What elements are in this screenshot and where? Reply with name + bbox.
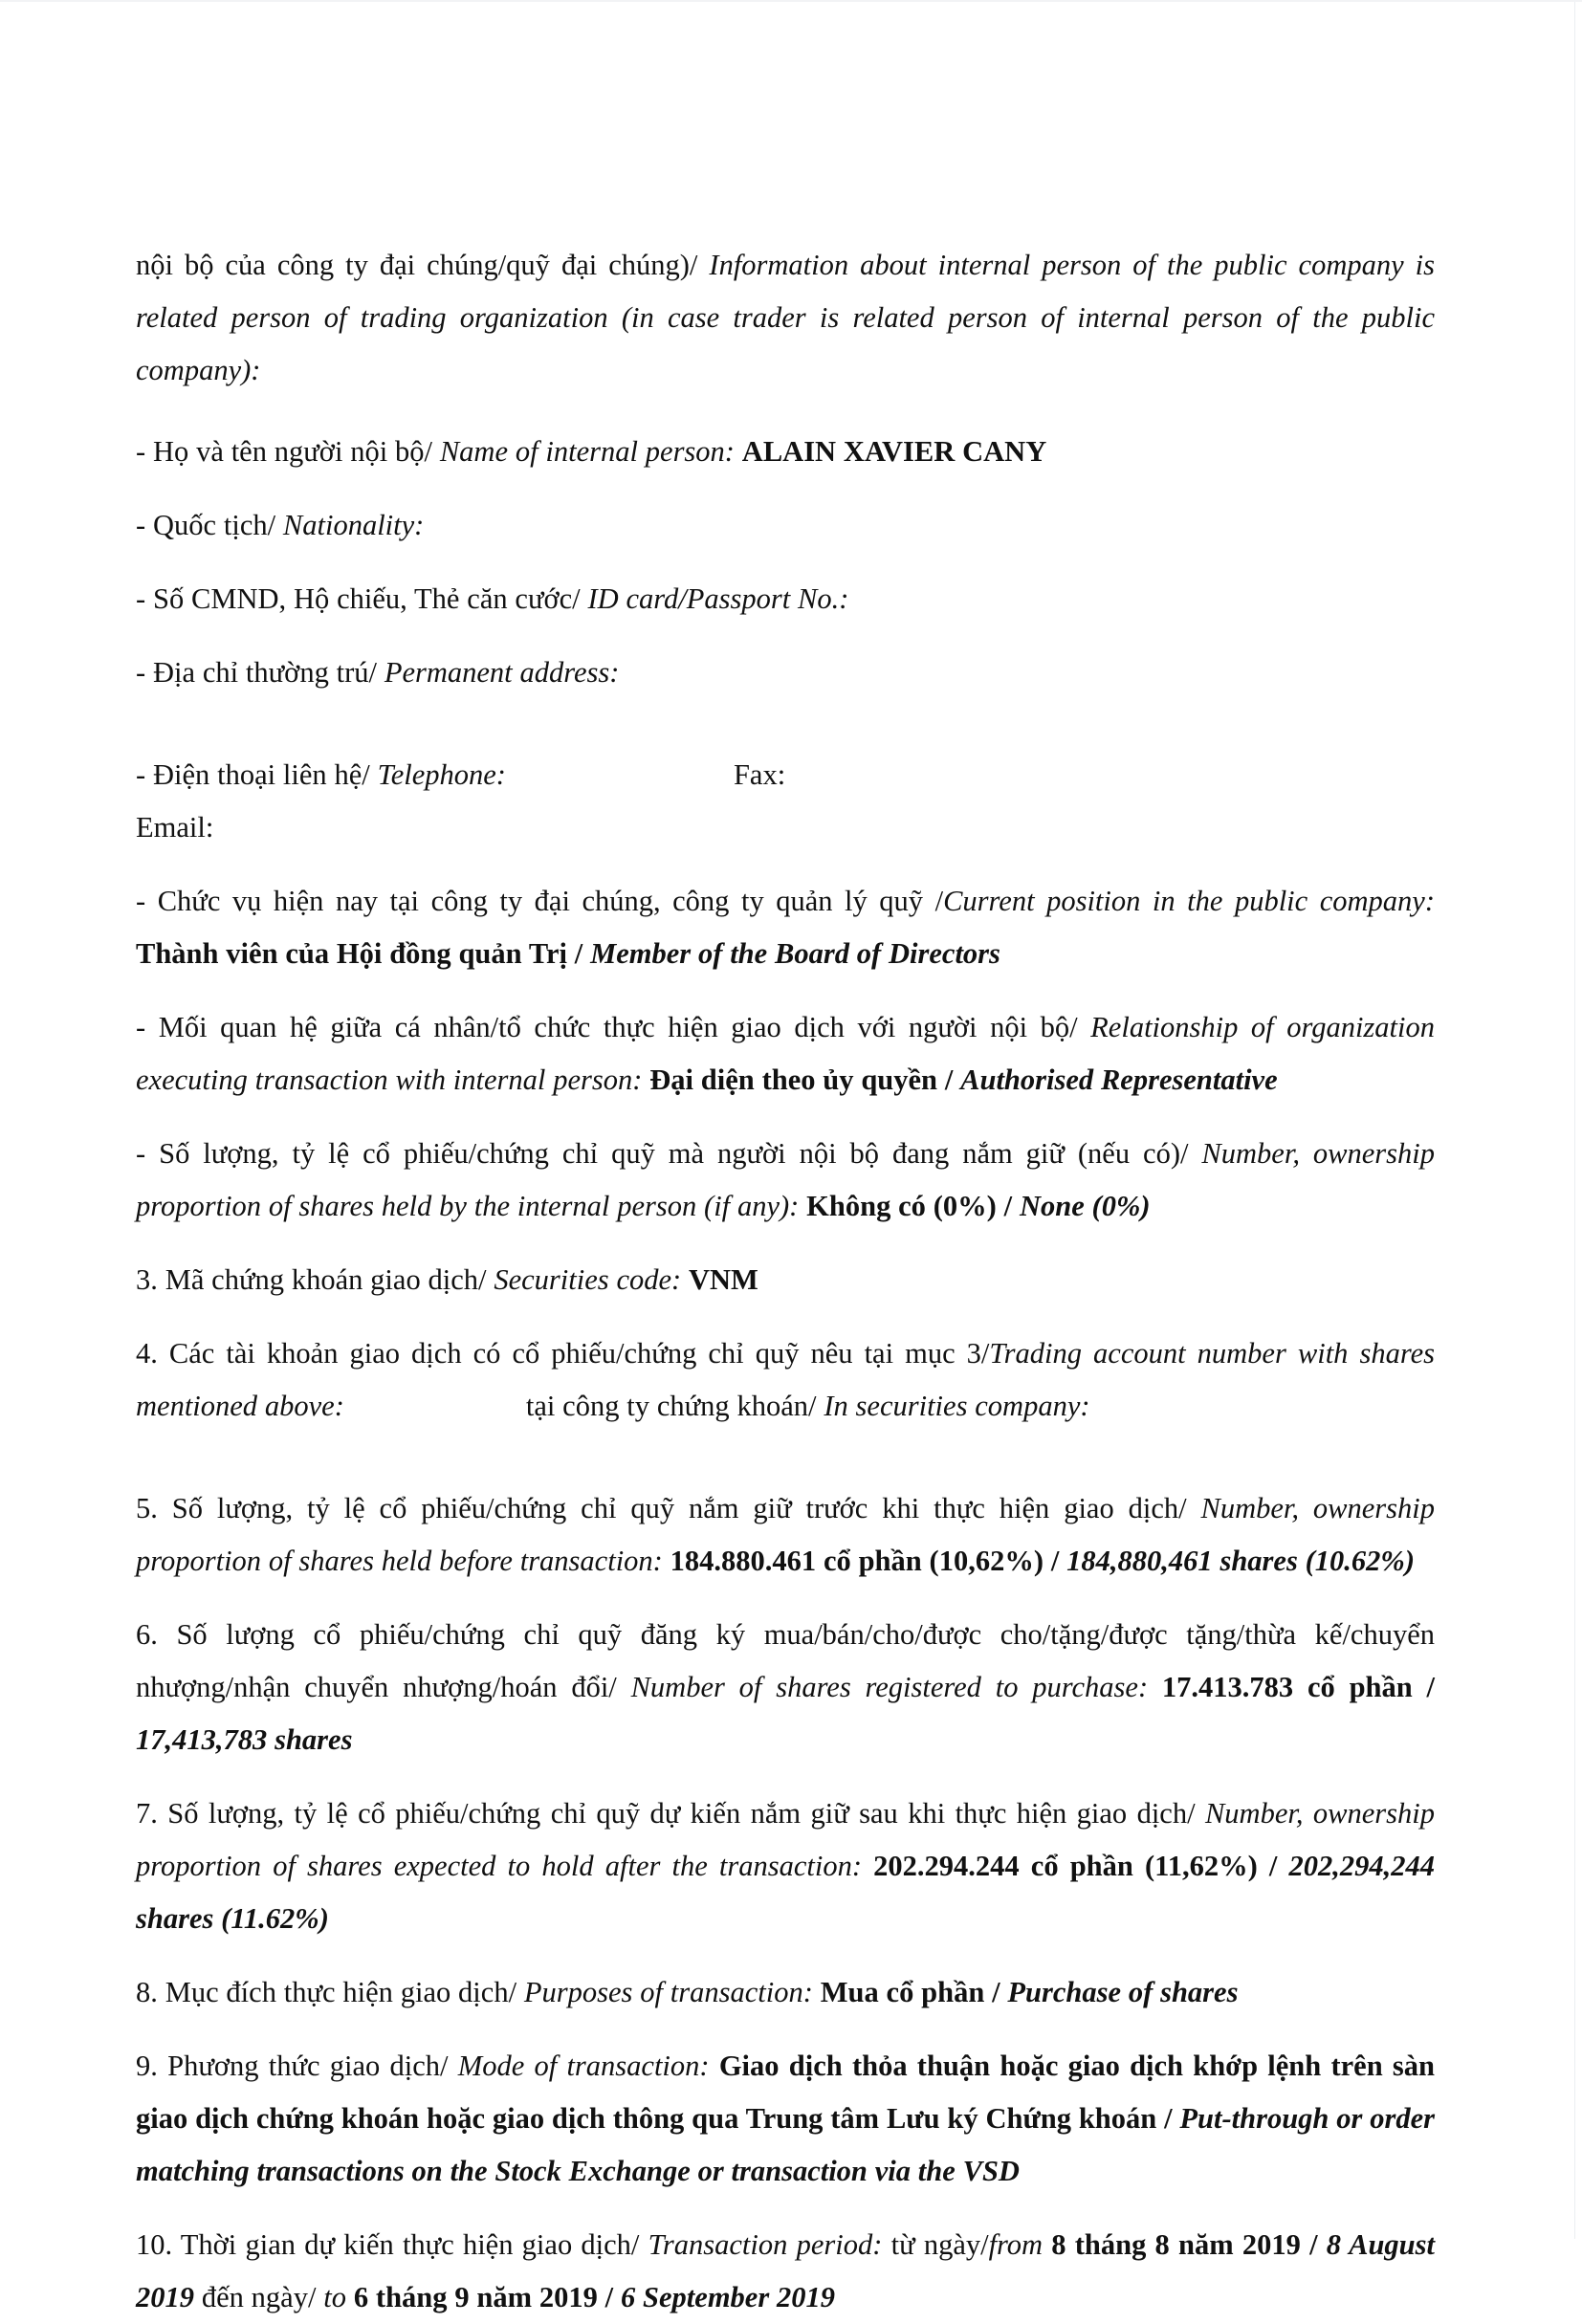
id-label-en: ID card/Passport No.: [587,582,849,615]
item5-value-en: 184,880,461 shares (10.62%) [1066,1545,1415,1577]
held-label-vi: - Số lượng, tỷ lệ cổ phiếu/chứng chỉ quỹ mà người nội bộ đang nắm giữ (nếu có)/ [136,1137,1202,1170]
item3-label-en: Securities code: [494,1263,689,1296]
item8-label-en: Purposes of transaction: [523,1976,821,2008]
item-9-mode-of-transaction [136,2040,1435,2198]
item6-label-vi: 6. Số lượng cổ phiếu/chứng chỉ quỹ đăng ký mua/bán/cho/được cho/tặng/được tặng/thừa kế/chuyển nhượng/nhận chuyển nhượng/hoán đổi/ [136,1618,1435,1703]
item10-to-vi: đến ngày/ [194,2281,324,2313]
item8-label-vi: 8. Mục đích thực hiện giao dịch/ [136,1976,524,2008]
relationship-value-vi: Đại diện theo ủy quyền [649,1063,938,1096]
item-4-trading-account [136,1327,1435,1433]
field-permanent-address [136,647,1435,699]
item10-from-value-vi: 8 tháng 8 năm 2019 [1051,2228,1301,2261]
position-separator: / [566,937,591,970]
item4-company-vi: tại công ty chứng khoán/ [525,1390,824,1422]
item6-label-en: Number of shares registered to purchase: [630,1671,1162,1703]
item4-company-en: In securities company: [824,1390,1090,1422]
field-name-of-internal-person [136,426,1435,478]
item6-value-vi: 17.413.783 cổ phần [1161,1671,1413,1703]
item10-to-en: to [323,2281,354,2313]
item3-label-vi: 3. Mã chứng khoán giao dịch/ [136,1263,494,1296]
field-nationality [136,499,1435,552]
item-6-shares-registered [136,1609,1435,1766]
relationship-separator: / [937,1063,961,1096]
item10-to-value-en: 6 September 2019 [620,2281,836,2313]
item7-separator: / [1257,1850,1289,1882]
document-body [136,239,1435,2324]
item6-separator: / [1412,1671,1435,1703]
address-label-vi: - Địa chỉ thường trú/ [136,656,385,689]
item4-label-vi: 4. Các tài khoản giao dịch có cổ phiếu/chứng chỉ quỹ nêu tại mục 3/ [136,1337,990,1370]
item10-label-en: Transaction period: [648,2228,891,2261]
telephone-label-en: Telephone: [377,758,506,791]
field-relationship [136,1001,1435,1107]
item10-label-vi: 10. Thời gian dự kiến thực hiện giao dịch/ [136,2228,648,2261]
position-value-en: Member of the Board of Directors [590,937,1000,970]
position-label-vi: - Chức vụ hiện nay tại công ty đại chúng, công ty quản lý quỹ / [136,885,944,917]
item-7-shares-after-transaction [136,1787,1435,1945]
relationship-label-en: Relationship of organization executing transaction with internal person: [136,1011,1435,1096]
field-shares-held-by-internal-person [136,1128,1435,1233]
item-5-shares-before-transaction [136,1482,1435,1588]
item6-value-en: 17,413,783 shares [136,1723,353,1756]
item8-separator: / [984,1976,1008,2008]
item7-value-en: 202,294,244 shares (11.62%) [136,1850,1436,1935]
item9-label-vi: 9. Phương thức giao dịch/ [136,2050,458,2082]
item5-value-vi: 184.880.461 cổ phần (10,62%) [670,1545,1044,1577]
name-label-vi: - Họ và tên người nội bộ/ [136,435,440,468]
nationality-label-en: Nationality: [282,509,425,541]
position-label-en: Current position in the public company: [943,885,1435,917]
item8-value-en: Purchase of shares [1007,1976,1239,2008]
item8-value-vi: Mua cổ phần [820,1976,985,2008]
telephone-label-vi: - Điện thoại liên hệ/ [136,758,378,791]
item10-from-separator: / [1300,2228,1327,2261]
field-current-position [136,875,1435,980]
position-value-vi: Thành viên của Hội đồng quản Trị [136,937,567,970]
field-telephone-fax [136,749,1435,801]
item7-value-vi: 202.294.244 cổ phần (11,62%) [873,1850,1258,1882]
item10-to-separator: / [597,2281,621,2313]
item10-from-vi: từ ngày/ [890,2228,989,2261]
held-value-en: None (0%) [1019,1190,1151,1222]
fax-label: Fax: [733,758,786,791]
item10-from-value-en: 8 August 2019 [136,2228,1435,2313]
address-label-en: Permanent address: [384,656,620,689]
paragraph-intro [136,239,1435,397]
name-label-en: Name of internal person: [439,435,742,468]
item3-value: VNM [689,1263,758,1296]
id-label-vi: - Số CMND, Hộ chiếu, Thẻ căn cước/ [136,582,588,615]
item-3-securities-code [136,1254,1435,1306]
nationality-label-vi: - Quốc tịch/ [136,509,283,541]
item9-separator: / [1156,2102,1180,2135]
field-id-passport [136,573,1435,625]
held-label-en: Number, ownership proportion of shares held by the internal person (if any): [136,1137,1435,1222]
email-label: Email: [136,811,214,844]
item9-value-en: Put-through or order matching transactions on the Stock Exchange or transaction via the VSD [136,2102,1435,2187]
item10-from-en: from [988,2228,1052,2261]
held-value-vi: Không có (0%) [806,1190,997,1222]
name-value: ALAIN XAVIER CANY [741,435,1047,468]
relationship-value-en: Authorised Representative [960,1063,1278,1096]
item-8-purposes [136,1966,1435,2019]
intro-text-vi: nội bộ của công ty đại chúng/quỹ đại chúng)/ [136,249,710,281]
intro-text-en: Information about internal person of the public company is related person of trading organization (in case trader is related person of internal person of the public company): [136,249,1435,386]
item-10-transaction-period [136,2219,1435,2324]
held-separator: / [996,1190,1020,1222]
item5-separator: / [1044,1545,1067,1577]
item5-label-vi: 5. Số lượng, tỷ lệ cổ phiếu/chứng chỉ quỹ nắm giữ trước khi thực hiện giao dịch/ [136,1492,1201,1524]
item4-label-en: Trading account number with shares mentioned above: [136,1337,1435,1422]
item9-value-vi: Giao dịch thỏa thuận hoặc giao dịch khớp lệnh trên sàn giao dịch chứng khoán hoặc giao dịch thông qua Trung tâm Lưu ký Chứng khoán [136,2050,1435,2135]
relationship-label-vi: - Mối quan hệ giữa cá nhân/tổ chức thực hiện giao dịch với người nội bộ/ [136,1011,1091,1043]
item9-label-en: Mode of transaction: [457,2050,719,2082]
field-email [136,801,1435,854]
item7-label-en: Number, ownership proportion of shares expected to hold after the transaction: [136,1797,1435,1882]
item7-label-vi: 7. Số lượng, tỷ lệ cổ phiếu/chứng chỉ quỹ dự kiến nắm giữ sau khi thực hiện giao dịch/ [136,1797,1205,1830]
item10-to-value-vi: 6 tháng 9 năm 2019 [353,2281,598,2313]
item5-label-en: Number, ownership proportion of shares held before transaction: [136,1492,1435,1577]
scan-edge [1574,2,1575,2239]
